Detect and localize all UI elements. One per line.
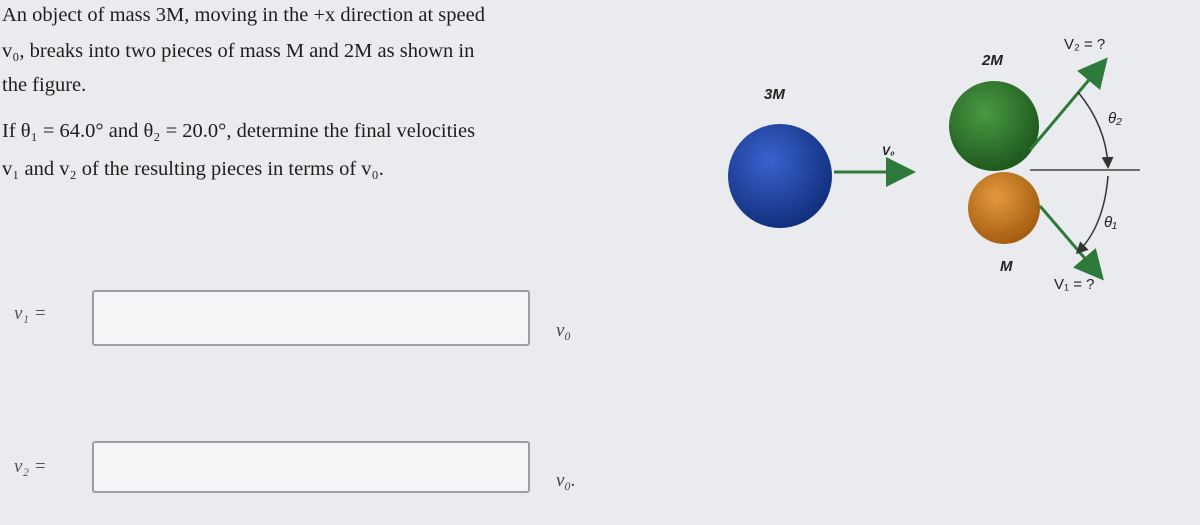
mass-m-label: M bbox=[1000, 258, 1013, 275]
v2-arrow bbox=[1030, 62, 1104, 150]
ball-3m bbox=[728, 124, 832, 228]
theta1-label: θ₁ bbox=[1104, 214, 1117, 231]
collision-figure bbox=[700, 30, 1160, 320]
problem-line-5: v₁ and v₂ of the resulting pieces in terms of v₀. bbox=[2, 158, 384, 180]
v1-arrow bbox=[1040, 206, 1100, 276]
v1-answer-input[interactable] bbox=[92, 290, 530, 346]
theta2-label: θ₂ bbox=[1108, 110, 1122, 127]
v2-label: v₂ = bbox=[14, 456, 47, 477]
v2-answer-input[interactable] bbox=[92, 441, 530, 493]
problem-line-2: v₀, breaks into two pieces of mass M and 2M as shown in bbox=[2, 40, 475, 62]
v2-unit: v₀. bbox=[556, 470, 576, 491]
problem-line-1: An object of mass 3M, moving in the +x direction at speed bbox=[2, 4, 485, 26]
v1-unknown-label: V₁ = ? bbox=[1054, 276, 1095, 293]
theta2-arc bbox=[1078, 92, 1108, 166]
mass-3m-label: 3M bbox=[764, 86, 785, 103]
problem-line-3: the figure. bbox=[2, 74, 87, 96]
ball-2m bbox=[949, 81, 1039, 171]
v2-unknown-label: V₂ = ? bbox=[1064, 36, 1106, 53]
mass-2m-label: 2M bbox=[982, 52, 1003, 69]
problem-line-4: If θ₁ = 64.0° and θ₂ = 20.0°, determine the final velocities bbox=[2, 120, 476, 142]
v0-label: V₀ bbox=[882, 144, 895, 158]
ball-m bbox=[968, 172, 1040, 244]
v1-label: v₁ = bbox=[14, 303, 47, 324]
v1-unit: v₀ bbox=[556, 320, 572, 341]
